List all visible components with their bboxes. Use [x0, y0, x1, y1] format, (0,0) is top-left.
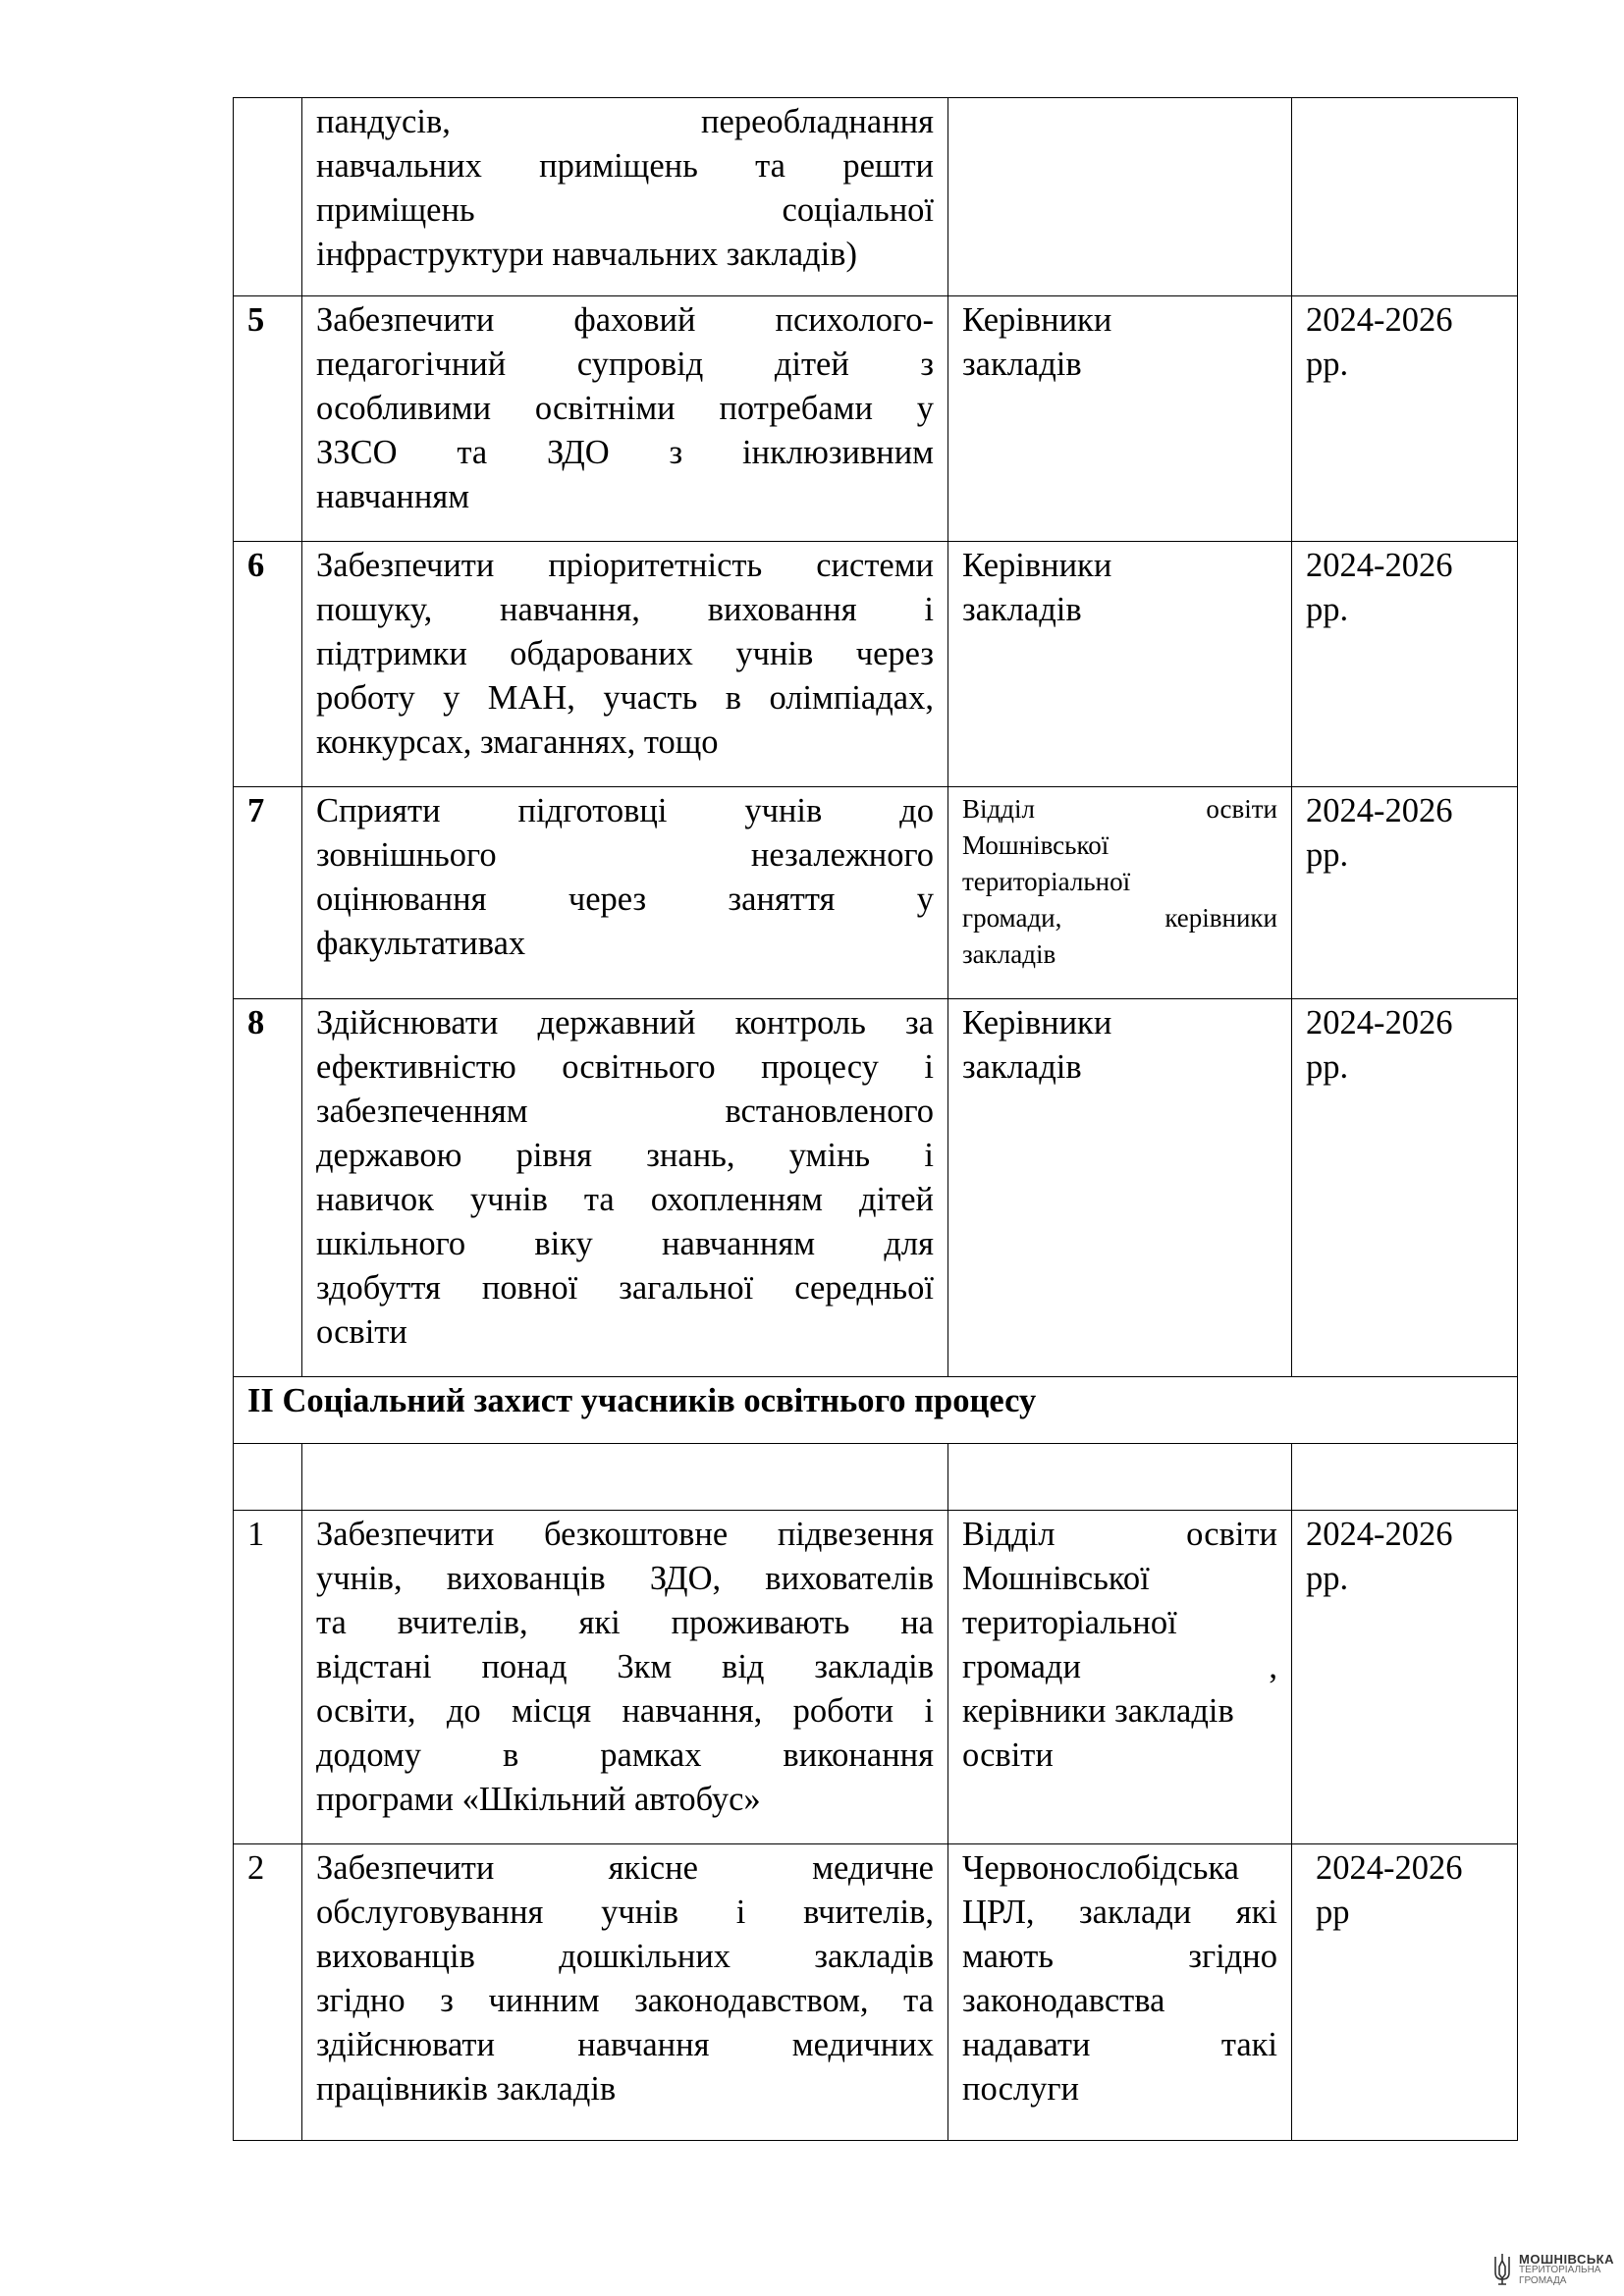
- measure-description: Здійснювати державний контроль за ефективністю освітнього процесу і забезпеченням встановленого державою рівня знань, умінь і навичок учнів та охопленням дітей шкільного віку навчанням для здобуття повної загальної середньої освіти: [302, 999, 948, 1377]
- row-number: 8: [234, 999, 302, 1377]
- measures-table: [233, 97, 1518, 2141]
- empty-cell: [234, 1444, 302, 1511]
- term: 2024-2026 рр: [1292, 1844, 1518, 2141]
- trident-icon: [1491, 2253, 1513, 2286]
- responsible: Червонослобідська ЦРЛ, заклади які мають згідно законодавства надавати такі послуги: [948, 1844, 1292, 2141]
- table-row: [234, 999, 1518, 1377]
- table-row: [234, 542, 1518, 787]
- table-row-continued: [234, 98, 1518, 296]
- row-number: 2: [234, 1844, 302, 2141]
- section-title: ІІ Соціальний захист учасників освітнього процесу: [234, 1377, 1518, 1444]
- term: 2024-2026 рр.: [1292, 542, 1518, 787]
- term: 2024-2026 рр.: [1292, 296, 1518, 542]
- empty-row: [234, 1444, 1518, 1511]
- responsible: Відділ освіти Мошнівської територіальної громади , керівники закладів освіти: [948, 1511, 1292, 1844]
- term-cell: [1292, 98, 1518, 296]
- logo-line-1: МОШНІВСЬКА: [1519, 2251, 1614, 2267]
- responsible: Керівники закладів: [948, 999, 1292, 1377]
- logo-line-2: ТЕРИТОРІАЛЬНА: [1519, 2264, 1601, 2275]
- measure-description: Забезпечити якісне медичне обслуговування учнів і вчителів, вихованців дошкільних закладів згідно з чинним законодавством, та здійснювати навчання медичних працівників закладів: [302, 1844, 948, 2141]
- table-row: [234, 1844, 1518, 2141]
- term: 2024-2026 рр.: [1292, 999, 1518, 1377]
- row-number: 1: [234, 1511, 302, 1844]
- section-row: [234, 1377, 1518, 1444]
- row-number-cell: [234, 98, 302, 296]
- row-number: 7: [234, 787, 302, 999]
- logo-line-3: ГРОМАДА: [1519, 2274, 1567, 2286]
- logo-text: [1519, 2251, 1614, 2286]
- table-row: [234, 1511, 1518, 1844]
- row-number: 6: [234, 542, 302, 787]
- measure-description: Сприяти підготовці учнів до зовнішнього незалежного оцінювання через заняття у факультативах: [302, 787, 948, 999]
- measure-description: пандусів, переобладнання навчальних приміщень та решти приміщень соціальної інфраструктури навчальних закладів): [302, 98, 948, 296]
- community-logo: [1491, 2253, 1614, 2286]
- measure-description: Забезпечити пріоритетність системи пошуку, навчання, виховання і підтримки обдарованих учнів через роботу у МАН, участь в олімпіадах, конкурсах, змаганнях, тощо: [302, 542, 948, 787]
- table-row: [234, 787, 1518, 999]
- empty-cell: [1292, 1444, 1518, 1511]
- table-row: [234, 296, 1518, 542]
- term: 2024-2026 рр.: [1292, 1511, 1518, 1844]
- row-number: 5: [234, 296, 302, 542]
- measure-description: Забезпечити безкоштовне підвезення учнів, вихованців ЗДО, вихователів та вчителів, які проживають на відстані понад 3км від закладів освіти, до місця навчання, роботи і додому в рамках виконання програми «Шкільний автобус»: [302, 1511, 948, 1844]
- term: 2024-2026 рр.: [1292, 787, 1518, 999]
- responsible-cell: [948, 98, 1292, 296]
- responsible: Керівники закладів: [948, 542, 1292, 787]
- responsible: Відділ освіти Мошнівської територіальної громади, керівники закладів: [948, 787, 1292, 999]
- empty-cell: [948, 1444, 1292, 1511]
- responsible: Керівники закладів: [948, 296, 1292, 542]
- measure-description: Забезпечити фаховий психолого- педагогічний супровід дітей з особливими освітніми потребами у ЗЗСО та ЗДО з інклюзивним навчанням: [302, 296, 948, 542]
- empty-cell: [302, 1444, 948, 1511]
